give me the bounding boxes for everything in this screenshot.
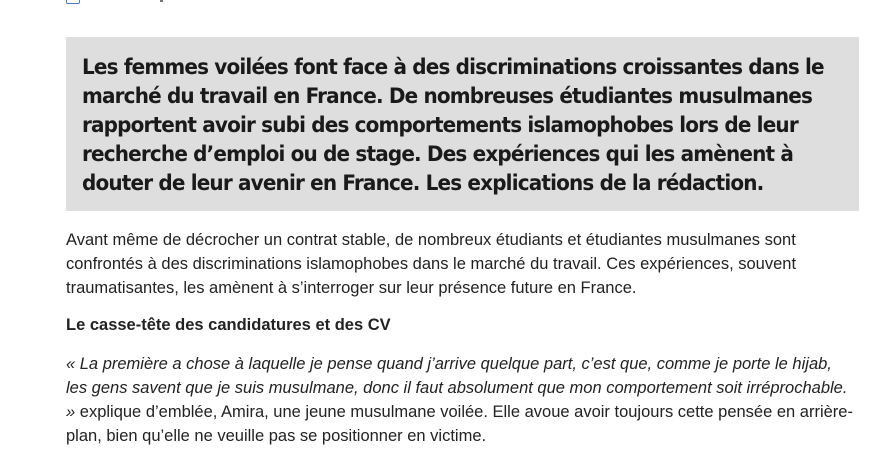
article-lead: Les femmes voilées font face à des discriminations croissantes dans le marché du travail en France. De nombreuses étudiantes musulmanes rapportent avoir subi des comportements islamophobes lors de leur recherche d’emploi ou de stage. Des expériences qui les amènent à douter de leur avenir en France. Les explications de la rédaction. bbox=[82, 55, 824, 196]
article-paragraph-quote bbox=[66, 352, 856, 448]
quote-text: « La première a chose à laquelle je pense quand j’arrive quelque part, c’est que, comme je porte le hijab, les gens savent que je suis musulmane, donc il faut absolument que mon comportement soit irréprochable. » bbox=[66, 355, 848, 421]
quote-attribution: explique d’emblée, Amira, une jeune musulmane voilée. Elle avoue avoir toujours cette pensée en arrière-plan, bien qu’elle ne veuille pas se positionner en victime. bbox=[66, 403, 853, 445]
article-paragraph-intro: Avant même de décrocher un contrat stable, de nombreux étudiants et étudiantes musulmanes sont confrontés à des discriminations islamophobes dans le marché du travail. Ces expériences, souvent traumatisantes, les amènent à s’interroger sur leur présence future en France. bbox=[66, 231, 797, 297]
cropped-text-fragment bbox=[160, 0, 163, 2]
article-lead-box bbox=[66, 37, 859, 211]
cropped-icon-fragment bbox=[66, 0, 80, 4]
section-subheading: Le casse-tête des candidatures et des CV bbox=[66, 316, 391, 334]
